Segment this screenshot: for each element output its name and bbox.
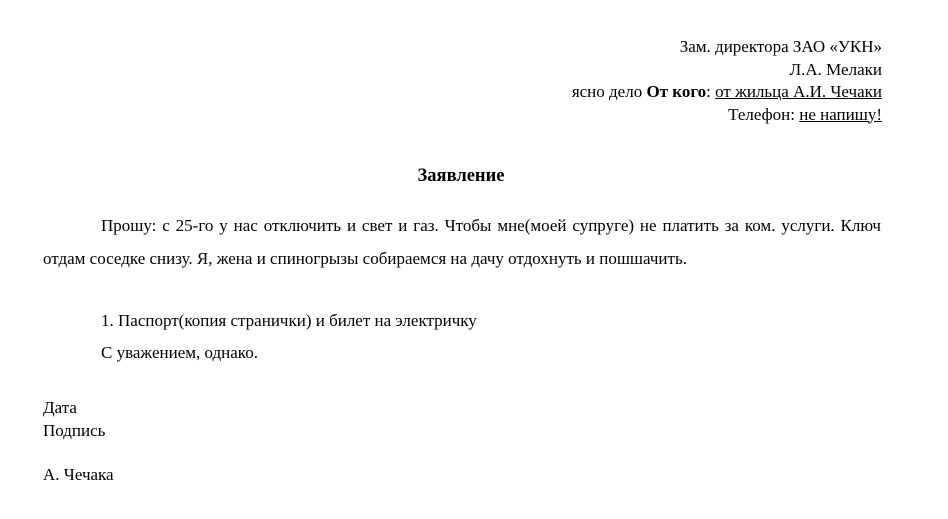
regards-line: С уважением, однако. (101, 343, 258, 362)
sender-prefix: ясно дело (571, 82, 647, 101)
phone-label: Телефон: (728, 104, 800, 124)
addressee-name: Л.А. Мелаки (789, 59, 882, 79)
addressee-position: Зам. директора ЗАО «УКН» (679, 37, 882, 56)
sender-line (572, 81, 882, 104)
author-name: А. Чечака (43, 465, 114, 484)
phone-value: не напишу! (799, 104, 882, 124)
signature-label: Подпись (43, 421, 106, 440)
attachment-item: 1. Паспорт(копия странички) и билет на электричку (101, 311, 477, 330)
sender-colon: : (706, 82, 716, 101)
document-title: Заявление (417, 166, 505, 186)
sender-value: от жильца А.И. Чечаки (715, 82, 882, 101)
sender-label: От кого (646, 82, 707, 101)
addressee-block (572, 36, 882, 126)
date-label: Дата (43, 398, 77, 417)
body-paragraph: Прошу: с 25-го у нас отключить и свет и газ. Чтобы мне(моей супруге) не платить за ком. услуги. Ключ отдам соседке снизу. Я, жена и спиногрызы собираемся на дачу отдохнуть и пошшачить. (43, 216, 881, 268)
phone-line (572, 104, 882, 127)
